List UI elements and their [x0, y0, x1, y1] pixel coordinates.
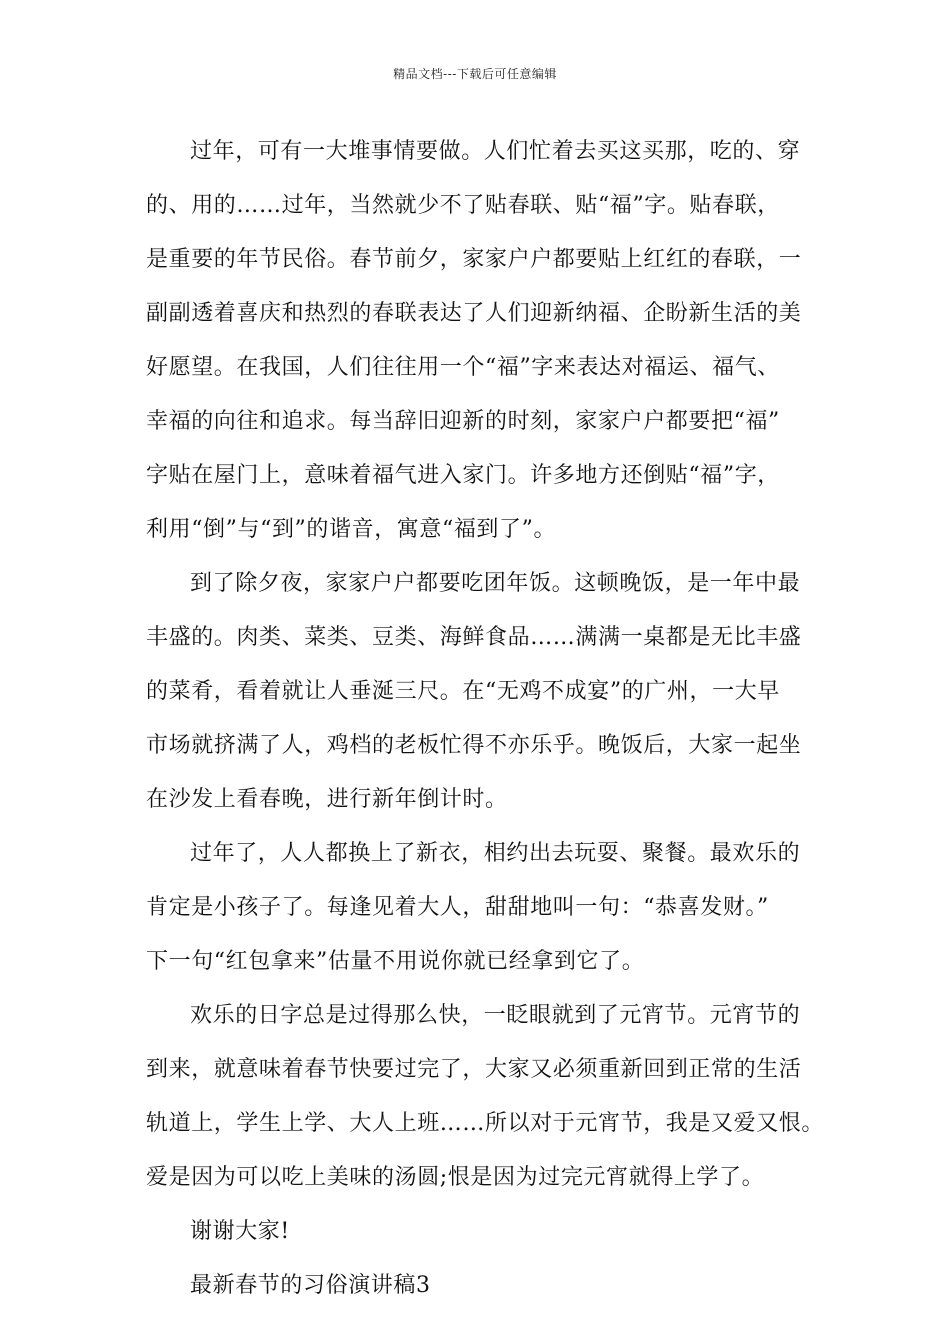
- document-body: [146, 133, 836, 1321]
- paragraph-1-line-3: 是重要的年节民俗。春节前夕，家家户户都要贴上红红的春联，一: [146, 247, 802, 272]
- paragraph-3-line-2: 肯定是小孩子了。每逢见着大人，甜甜地叫一句：“恭喜发财。”: [146, 895, 769, 920]
- paragraph-4-line-4: 爱是因为可以吃上美味的汤圆;恨是因为过完元宵就得上学了。: [146, 1165, 765, 1190]
- paragraph-3-line-1: 过年了，人人都换上了新衣，相约出去玩耍、聚餐。最欢乐的: [190, 841, 801, 866]
- next-section-title: 最新春节的习俗演讲稿3: [190, 1273, 431, 1298]
- page-header: 精品文档---下载后可任意编辑: [393, 67, 557, 81]
- paragraph-1-line-7: 字贴在屋门上，意味着福气进入家门。许多地方还倒贴“福”字，: [146, 463, 780, 488]
- paragraph-1-line-5: 好愿望。在我国，人们往往用一个“福”字来表达对福运、福气、: [146, 355, 780, 380]
- closing-thanks: 谢谢大家!: [190, 1219, 290, 1244]
- paragraph-2-line-3: 的菜肴，看着就让人垂涎三尺。在“无鸡不成宴”的广州，一大早: [146, 679, 780, 704]
- paragraph-1-line-2: 的、用的……过年，当然就少不了贴春联、贴“福”字。贴春联，: [146, 193, 780, 218]
- paragraph-3-line-3: 下一句“红包拿来”估量不用说你就已经拿到它了。: [146, 949, 645, 974]
- paragraph-2-line-4: 市场就挤满了人，鸡档的老板忙得不亦乐乎。晚饭后，大家一起坐: [146, 733, 802, 758]
- paragraph-4-line-1: 欢乐的日字总是过得那么快，一眨眼就到了元宵节。元宵节的: [190, 1003, 801, 1028]
- paragraph-1-line-1: 过年，可有一大堆事情要做。人们忙着去买这买那，吃的、穿: [190, 139, 801, 164]
- paragraph-2-line-5: 在沙发上看春晚，进行新年倒计时。: [146, 787, 508, 812]
- paragraph-2-line-1: 到了除夕夜，家家户户都要吃团年饭。这顿晚饭，是一年中最: [190, 571, 801, 596]
- paragraph-4-line-3: 轨道上，学生上学、大人上班……所以对于元宵节，我是又爱又恨。: [146, 1111, 825, 1136]
- paragraph-1-line-4: 副副透着喜庆和热烈的春联表达了人们迎新纳福、企盼新生活的美: [146, 301, 802, 326]
- paragraph-1-line-6: 幸福的向往和追求。每当辞旧迎新的时刻，家家户户都要把“福”: [146, 409, 780, 434]
- paragraph-4-line-2: 到来，就意味着春节快要过完了，大家又必须重新回到正常的生活: [146, 1057, 802, 1082]
- paragraph-2-line-2: 丰盛的。肉类、菜类、豆类、海鲜食品……满满一桌都是无比丰盛: [146, 625, 802, 650]
- paragraph-1-line-8: 利用“倒”与“到”的谐音，寓意“福到了”。: [146, 517, 557, 542]
